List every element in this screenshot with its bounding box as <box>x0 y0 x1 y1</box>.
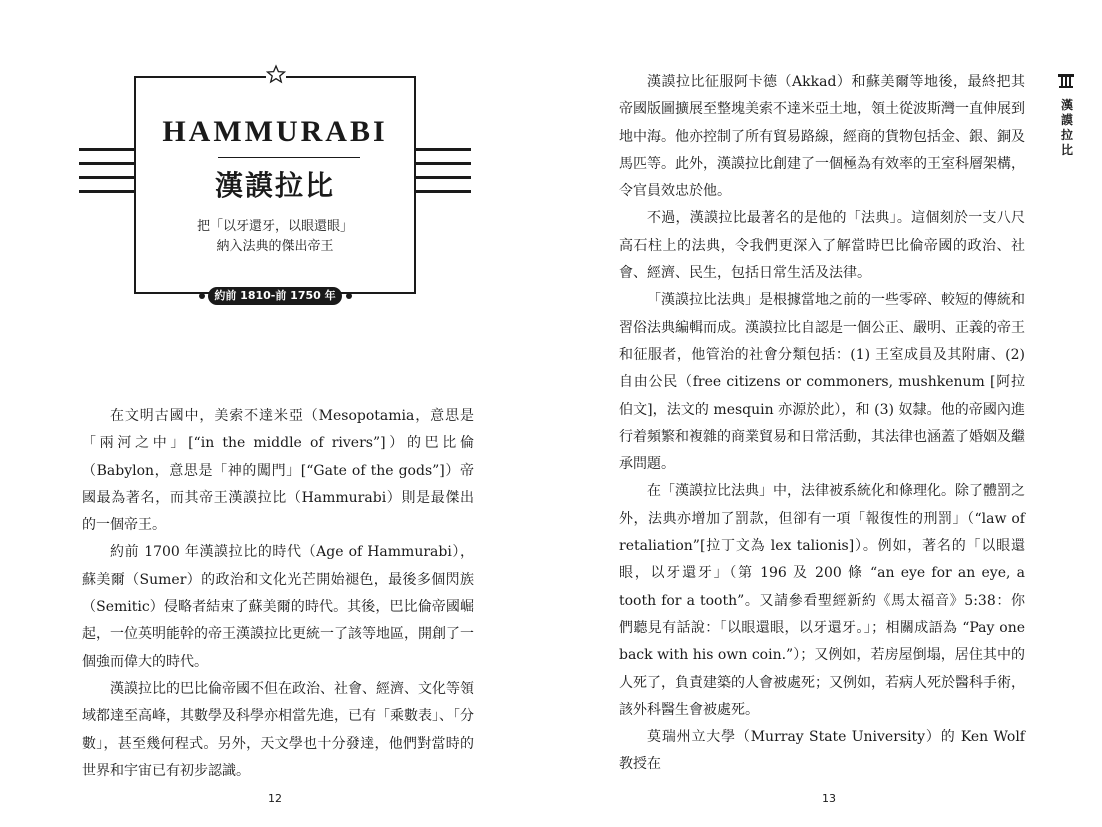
page-number: 12 <box>268 792 282 805</box>
date-dot-left <box>199 293 205 299</box>
date-range-badge: 約前 1810-前 1750 年 <box>208 287 342 305</box>
title-chinese: 漢謨拉比 <box>214 169 335 202</box>
paragraph: 在文明古國中，美索不達米亞（Mesopotamia，意思是「兩河之中」[“in the middle of rivers”]）的巴比倫（Babylon，意思是「神的闖門」[“Gate of the gods”]）帝國最為著名，而其帝王漢謨拉比（Hammurabi）則是最傑出的一個帝王。 <box>82 408 474 534</box>
right-page <box>551 0 1102 827</box>
subtitle-line-2: 納入法典的傑出帝王 <box>216 239 334 254</box>
paragraph: 約前 1700 年漢謨拉比的時代（Age of Hammurabi），蘇美爾（Sumer）的政治和文化光芒開始褪色，最後多個閃族（Semitic）侵略者結束了蘇美爾的時代。其後，巴比倫帝國崛起，一位英明能幹的帝王漢謨拉比更統一了該等地區，開創了一個強而偉大的時代。 <box>82 544 474 670</box>
title-english: HAMMURABI <box>162 115 388 148</box>
decorative-stripes-left <box>79 148 134 196</box>
subtitle <box>136 217 414 257</box>
star-icon <box>266 64 286 84</box>
column-icon <box>1057 73 1075 89</box>
left-body-text <box>82 403 474 785</box>
paragraph: 在「漢謨拉比法典」中，法律被系統化和條理化。除了體罰之外，法典亦增加了罰款，但卻有一項「報復性的刑罰」（“law of retaliation”[拉丁文為 lex talionis]）。例如，著名的「以眼還眼，以牙還牙」（第 196 及 200 條 “an eye for an eye, a tooth for a tooth”。又請參看聖經新約《馬太福音》5:38：你們聽見有話說：「以眼還眼，以牙還牙。」；相關成語為 “Pay one back with his own coin.”）；又例如，若房屋倒塌，居住其中的人死了，負責建築的人會被處死；又例如，若病人死於醫科手術，該外科醫生會被處死。 <box>619 483 1025 718</box>
date-dot-right <box>346 293 352 299</box>
paragraph: 漢謨拉比的巴比倫帝國不但在政治、社會、經濟、文化等領域都達至高峰，其數學及科學亦相當先進，已有「乘數表」、「分數」，甚至幾何程式。另外，天文學也十分發達，他們對當時的世界和宇宙已有初步認識。 <box>82 680 474 779</box>
paragraph: 莫瑞州立大學（Murray State University）的 Ken Wolf 教授在 <box>619 729 1025 773</box>
paragraph: 漢謨拉比征服阿卡德（Akkad）和蘇美爾等地後，最終把其帝國版圖擴展至整塊美索不達米亞土地，領土從波斯灣一直伸展到地中海。他亦控制了所有貿易路線，經商的貨物包括金、銀、銅及馬匹等。此外，漢謨拉比創建了一個極為有效率的王室科層架構，令官員效忠於他。 <box>619 74 1025 200</box>
page-number: 13 <box>822 792 836 805</box>
side-tab-label: 漢謨拉比 <box>1060 98 1073 157</box>
right-body-text <box>619 69 1025 779</box>
subtitle-line-1: 把「以牙還牙，以眼還眼」 <box>196 219 353 234</box>
paragraph: 不過，漢謨拉比最著名的是他的「法典」。這個刻於一支八尺高石柱上的法典，令我們更深入了解當時巴比倫帝國的政治、社會、經濟、民生，包括日常生活及法律。 <box>619 210 1025 282</box>
title-divider <box>218 157 360 158</box>
paragraph: 「漢謨拉比法典」是根據當地之前的一些零碎、較短的傳統和習俗法典編輯而成。漢謨拉比自認是一個公正、嚴明、正義的帝王和征服者，他管治的社會分類包括：(1) 王室成員及其附庸、(2) 自由公民（free citizens or commoners, mushkenum [阿拉伯文]，法文的 mesquin 亦源於此），和 (3) 奴隸。他的帝國內進行着頻繁和複雜的商業貿易和日常活動，其法律也涵蓋了婚姻及繼承問題。 <box>619 292 1025 473</box>
decorative-stripes-right <box>416 148 471 196</box>
